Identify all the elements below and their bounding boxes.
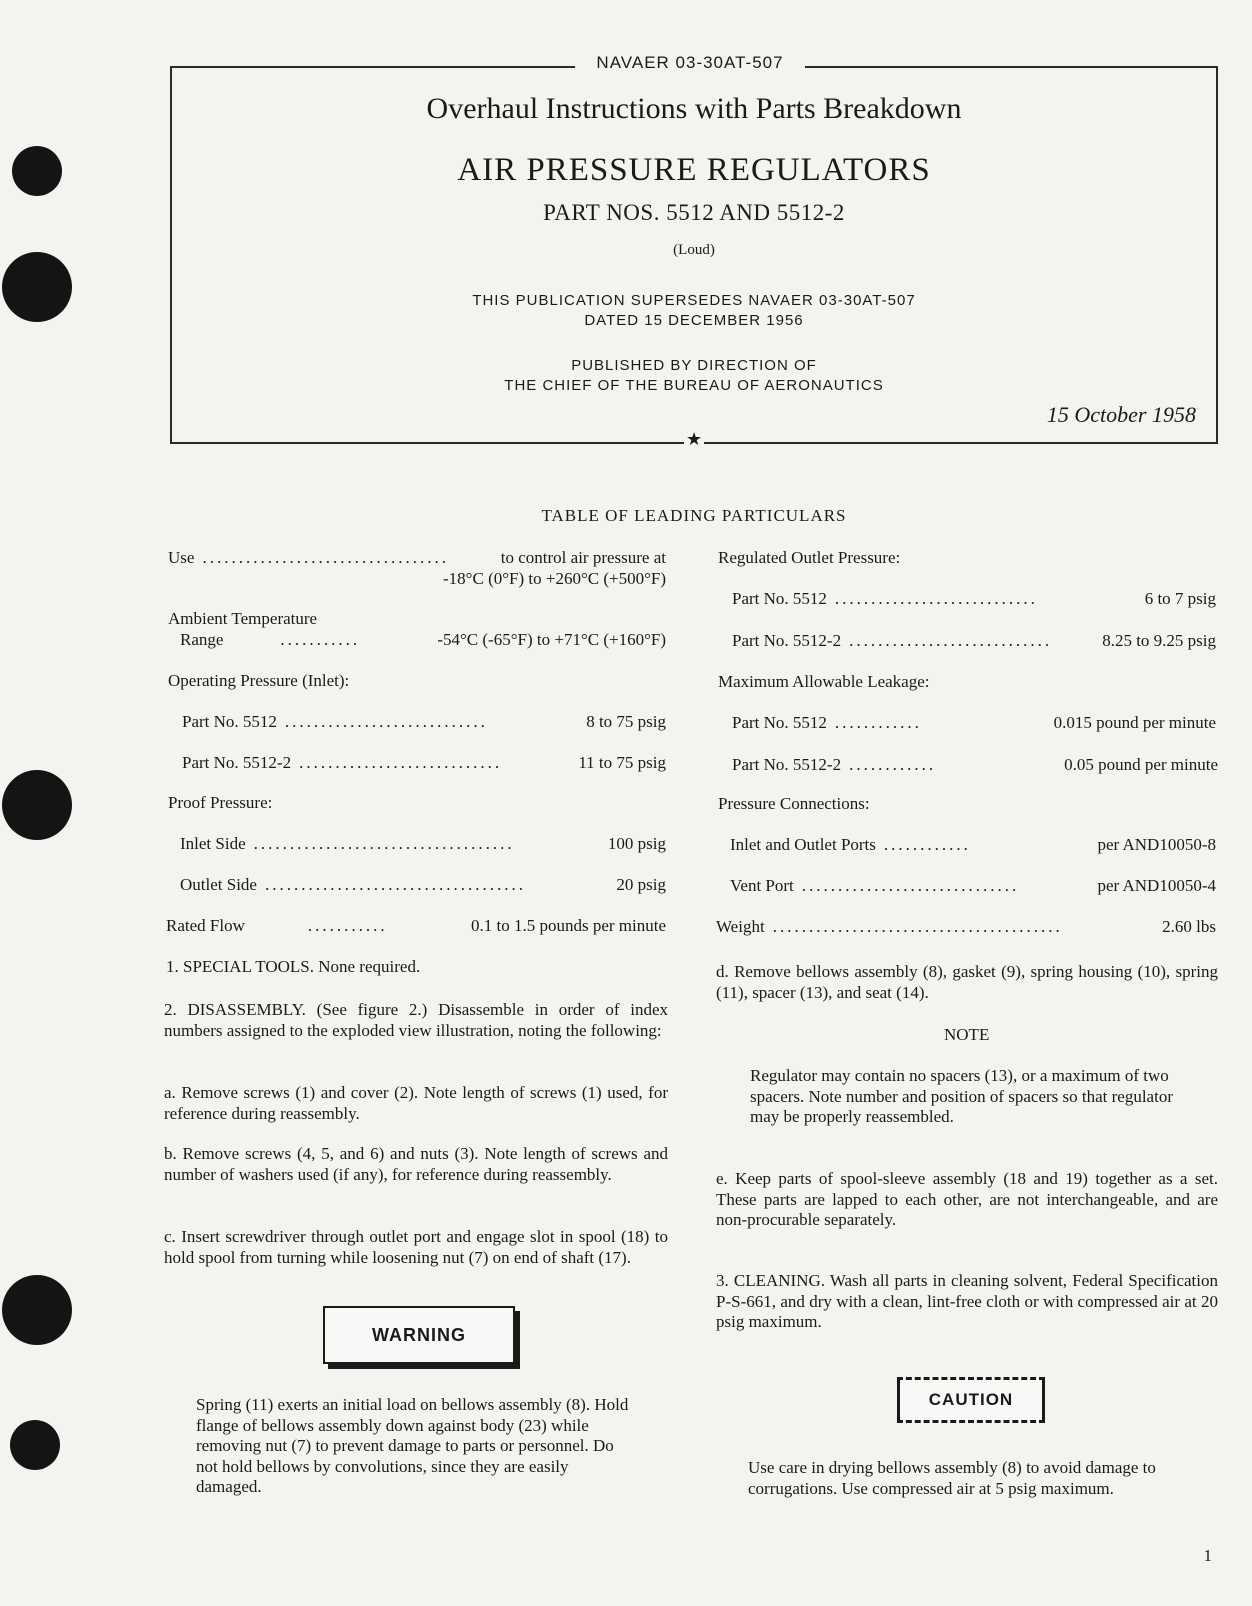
cleaning-paragraph: 3. CLEANING. Wash all parts in cleaning solvent, Federal Specification P-S-661, and dry with a clean, lint-free cloth or with compressed air at 20 psig maximum. — [716, 1271, 1218, 1331]
reg-5512-2-row: Part No. 5512-2 ............................ 8.25 to 9.25 psig — [732, 631, 1216, 650]
step-b: b. Remove screws (4, 5, and 6) and nuts (3). Note length of screws and number of washers used (if any), for reference during reassembly. — [164, 1144, 668, 1184]
vent-row: Vent Port .............................. per AND10050-4 — [730, 876, 1216, 895]
title-line2: AIR PRESSURE REGULATORS — [457, 152, 931, 188]
use-label: Use — [168, 548, 195, 567]
ambient-label: Ambient Temperature — [168, 609, 318, 628]
leak-5512-row: Part No. 5512 ............ 0.015 pound per minute — [732, 713, 1216, 732]
note-label: NOTE — [944, 1025, 990, 1044]
reg-5512-row: Part No. 5512 ............................ 6 to 7 psig — [732, 589, 1216, 608]
document-number: NAVAER 03-30AT-507 — [575, 53, 805, 73]
leak-5512-2-row: Part No. 5512-2 ............ 0.05 pound per minute — [732, 755, 1218, 774]
use-row: Use .................................. to control air pressure at — [168, 548, 666, 567]
binder-hole — [10, 1420, 60, 1470]
outlet-side-row: Outlet Side .................................... 20 psig — [180, 875, 666, 894]
published-line2: THE CHIEF OF THE BUREAU OF AERONAUTICS — [504, 377, 884, 394]
ambient-row: Range ........... -54°C (-65°F) to +71°C (+160°F) — [180, 630, 666, 649]
ports-row: Inlet and Outlet Ports ............ per AND10050-8 — [730, 835, 1216, 854]
binder-hole — [2, 770, 72, 840]
manufacturer: (Loud) — [673, 242, 715, 258]
binder-hole — [12, 146, 62, 196]
leakage-label: Maximum Allowable Leakage: — [718, 672, 930, 691]
disassembly-paragraph: 2. DISASSEMBLY. (See figure 2.) Disassemble in order of index numbers assigned to the exploded view illustration, noting the following: — [164, 1000, 668, 1040]
supersedes-line2: DATED 15 DECEMBER 1956 — [584, 312, 804, 329]
supersedes-line1: THIS PUBLICATION SUPERSEDES NAVAER 03-30AT-507 — [472, 292, 916, 309]
operating-label: Operating Pressure (Inlet): — [168, 671, 350, 690]
note-text: Regulator may contain no spacers (13), or a maximum of two spacers. Note number and position of spacers so that regulator may be properly reassembled. — [750, 1066, 1173, 1126]
regulated-label: Regulated Outlet Pressure: — [718, 548, 901, 567]
step-c: c. Insert screwdriver through outlet port and engage slot in spool (18) to hold spool from turning while loosening nut (7) on end of shaft (17). — [164, 1227, 668, 1267]
table-title: TABLE OF LEADING PARTICULARS — [541, 506, 847, 525]
page-number: 1 — [1203, 1546, 1212, 1565]
weight-row: Weight ........................................ 2.60 lbs — [716, 917, 1216, 936]
warning-text: Spring (11) exerts an initial load on bellows assembly (8). Hold flange of bellows assembly down against body (23) while removing nut (7) to prevent damage to parts or personnel. Do not hold bellows by convolutions, since they are easily damaged. — [196, 1395, 629, 1496]
binder-hole — [2, 252, 72, 322]
step-a: a. Remove screws (1) and cover (2). Note length of screws (1) used, for reference during reassembly. — [164, 1083, 668, 1123]
warning-label: WARNING — [323, 1306, 515, 1364]
caution-label: CAUTION — [897, 1377, 1045, 1423]
proof-label: Proof Pressure: — [168, 793, 273, 812]
title-line1: Overhaul Instructions with Parts Breakdown — [426, 92, 962, 125]
step-d: d. Remove bellows assembly (8), gasket (9), spring housing (10), spring (11), spacer (13), and seat (14). — [716, 962, 1218, 1002]
op-5512-row: Part No. 5512 ............................ 8 to 75 psig — [182, 712, 666, 731]
title-line3: PART NOS. 5512 AND 5512-2 — [543, 200, 845, 225]
step-e: e. Keep parts of spool-sleeve assembly (18 and 19) together as a set. These parts are lapped to each other, are not interchangeable, and are non-procurable separately. — [716, 1169, 1218, 1229]
binder-hole — [2, 1275, 72, 1345]
use-value: to control air pressure at — [500, 548, 666, 567]
inlet-side-row: Inlet Side .................................... 100 psig — [180, 834, 666, 853]
rated-flow-row: Rated Flow ........... 0.1 to 1.5 pounds per minute — [166, 916, 666, 935]
op-5512-2-row: Part No. 5512-2 ............................ 11 to 75 psig — [182, 753, 666, 772]
caution-text: Use care in drying bellows assembly (8) to avoid damage to corrugations. Use compressed air at 5 psig maximum. — [748, 1458, 1156, 1498]
ambient-value: -54°C (-65°F) to +71°C (+160°F) — [437, 630, 666, 649]
star-icon: ★ — [686, 429, 703, 449]
publication-date: 15 October 1958 — [1046, 402, 1196, 427]
published-line1: PUBLISHED BY DIRECTION OF — [571, 357, 817, 374]
special-tools: 1. SPECIAL TOOLS. None required. — [166, 957, 421, 976]
connections-label: Pressure Connections: — [718, 794, 870, 813]
use-value-range: -18°C (0°F) to +260°C (+500°F) — [443, 569, 666, 588]
